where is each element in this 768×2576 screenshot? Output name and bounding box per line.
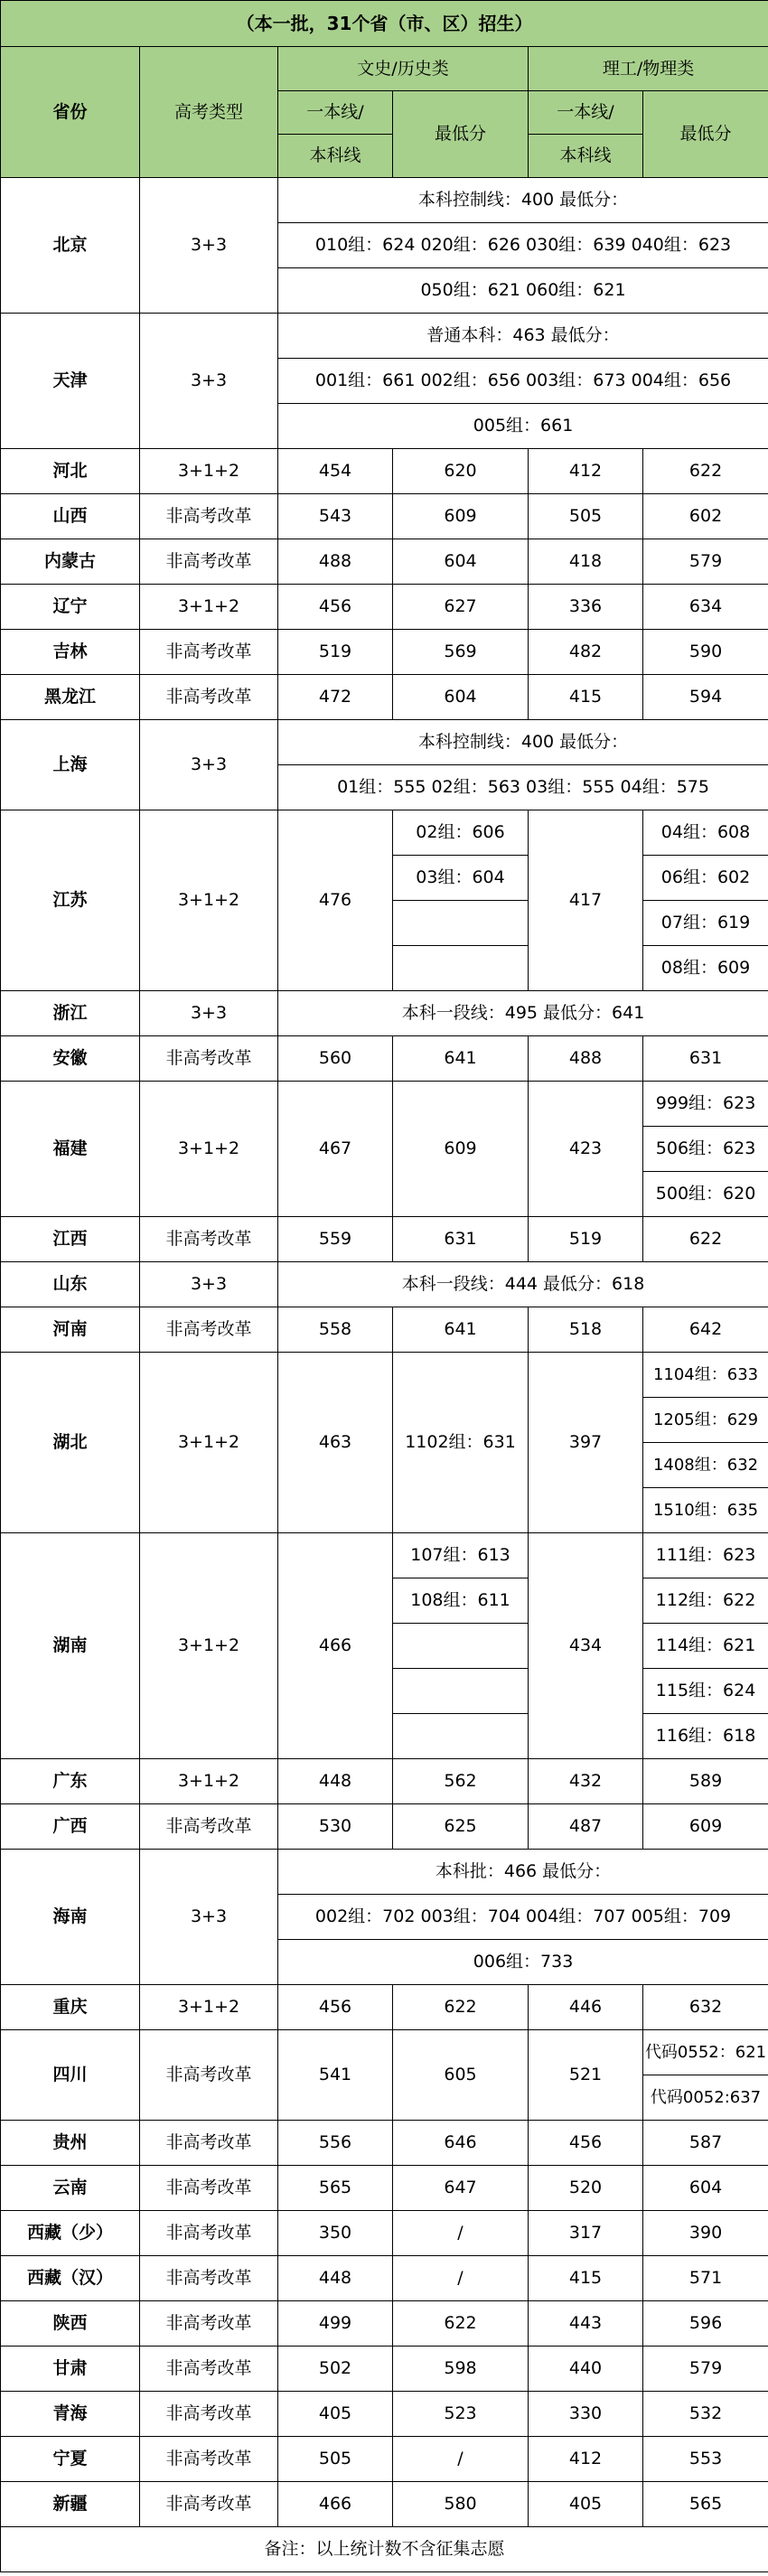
arts-group-empty: [393, 901, 529, 946]
arts-line: 519: [278, 630, 393, 675]
arts-line: 466: [278, 2482, 393, 2527]
province-name: 新疆: [1, 2482, 140, 2527]
exam-type: 3+1+2: [140, 1985, 278, 2030]
merged-group-scores: 010组：624 020组：626 030组：639 040组：623: [278, 223, 768, 268]
exam-type: 3+1+2: [140, 1759, 278, 1804]
exam-type: 非高考改革: [140, 675, 278, 720]
exam-type: 3+1+2: [140, 585, 278, 630]
arts-line: 556: [278, 2121, 393, 2166]
header-arts-line-top: 一本线/: [278, 91, 393, 135]
merged-group-scores: 001组：661 002组：656 003组：673 004组：656: [278, 359, 768, 404]
science-group-min: 500组：620: [643, 1172, 768, 1217]
arts-group-empty: [393, 946, 529, 991]
header-science-min: 最低分: [643, 91, 768, 178]
province-name: 广东: [1, 1759, 140, 1804]
province-name: 贵州: [1, 2121, 140, 2166]
science-min: 596: [643, 2301, 768, 2347]
province-name: 陕西: [1, 2301, 140, 2347]
province-name: 湖南: [1, 1533, 140, 1759]
science-group-min: 111组：623: [643, 1533, 768, 1578]
province-name: 山东: [1, 1262, 140, 1307]
arts-min: 604: [393, 675, 529, 720]
science-min: 609: [643, 1804, 768, 1850]
science-line: 397: [529, 1353, 643, 1533]
exam-type: 3+3: [140, 314, 278, 449]
exam-type: 非高考改革: [140, 2211, 278, 2256]
exam-type: 非高考改革: [140, 2121, 278, 2166]
exam-type: 非高考改革: [140, 1804, 278, 1850]
exam-type: 非高考改革: [140, 1307, 278, 1353]
province-name: 辽宁: [1, 585, 140, 630]
arts-group-min: 108组：611: [393, 1578, 529, 1624]
arts-min: 622: [393, 1985, 529, 2030]
science-min: 590: [643, 630, 768, 675]
arts-min: 604: [393, 539, 529, 585]
science-group-min: 07组：619: [643, 901, 768, 946]
arts-min: /: [393, 2211, 529, 2256]
exam-type: 非高考改革: [140, 539, 278, 585]
arts-line: 448: [278, 1759, 393, 1804]
arts-min: 609: [393, 1082, 529, 1217]
exam-type: 3+3: [140, 991, 278, 1036]
science-line: 405: [529, 2482, 643, 2527]
arts-min: 622: [393, 2301, 529, 2347]
province-name: 北京: [1, 178, 140, 314]
science-line: 434: [529, 1533, 643, 1759]
header-science-line-bottom: 本科线: [529, 135, 643, 178]
province-name: 四川: [1, 2030, 140, 2121]
arts-min: 562: [393, 1759, 529, 1804]
exam-type: 非高考改革: [140, 2347, 278, 2392]
arts-min: 646: [393, 2121, 529, 2166]
province-name: 西藏（少）: [1, 2211, 140, 2256]
arts-group-min: 02组：606: [393, 810, 529, 856]
science-group-min: 08组：609: [643, 946, 768, 991]
exam-type: 非高考改革: [140, 630, 278, 675]
exam-type: 非高考改革: [140, 1036, 278, 1082]
province-name: 黑龙江: [1, 675, 140, 720]
arts-min: 1102组：631: [393, 1353, 529, 1533]
province-name: 河北: [1, 449, 140, 494]
science-line: 521: [529, 2030, 643, 2121]
province-name: 宁夏: [1, 2437, 140, 2482]
merged-line-text: 本科一段线：444 最低分：618: [278, 1262, 768, 1307]
science-line: 443: [529, 2301, 643, 2347]
exam-type: 非高考改革: [140, 2301, 278, 2347]
arts-line: 476: [278, 810, 393, 991]
arts-min: 605: [393, 2030, 529, 2121]
merged-group-scores: 050组：621 060组：621: [278, 268, 768, 314]
exam-type: 非高考改革: [140, 2030, 278, 2121]
science-line: 423: [529, 1082, 643, 1217]
merged-line-text: 本科控制线：400 最低分：: [278, 178, 768, 223]
arts-min: 647: [393, 2166, 529, 2211]
header-arts-min: 最低分: [393, 91, 529, 178]
science-min: 565: [643, 2482, 768, 2527]
exam-type: 非高考改革: [140, 2437, 278, 2482]
science-min: 622: [643, 449, 768, 494]
arts-line: 558: [278, 1307, 393, 1353]
arts-line: 448: [278, 2256, 393, 2301]
science-line: 412: [529, 449, 643, 494]
province-name: 江苏: [1, 810, 140, 991]
science-min: 532: [643, 2392, 768, 2437]
province-name: 浙江: [1, 991, 140, 1036]
merged-line-text: 本科一段线：495 最低分：641: [278, 991, 768, 1036]
arts-min: 641: [393, 1036, 529, 1082]
arts-group-empty: [393, 1624, 529, 1669]
science-min: 631: [643, 1036, 768, 1082]
exam-type: 3+1+2: [140, 1353, 278, 1533]
province-name: 天津: [1, 314, 140, 449]
science-min: 579: [643, 539, 768, 585]
science-min: 642: [643, 1307, 768, 1353]
arts-line: 530: [278, 1804, 393, 1850]
table-title: （本一批，31个省（市、区）招生）: [1, 1, 768, 47]
arts-line: 505: [278, 2437, 393, 2482]
province-name: 云南: [1, 2166, 140, 2211]
exam-type: 3+3: [140, 1850, 278, 1985]
exam-type: 3+3: [140, 1262, 278, 1307]
science-min: 587: [643, 2121, 768, 2166]
science-line: 412: [529, 2437, 643, 2482]
province-name: 青海: [1, 2392, 140, 2437]
arts-line: 559: [278, 1217, 393, 1262]
province-name: 西藏（汉）: [1, 2256, 140, 2301]
arts-min: 627: [393, 585, 529, 630]
arts-line: 350: [278, 2211, 393, 2256]
science-group-min: 06组：602: [643, 856, 768, 901]
arts-group-empty: [393, 1714, 529, 1759]
arts-line: 543: [278, 494, 393, 539]
arts-min: 580: [393, 2482, 529, 2527]
exam-type: 3+1+2: [140, 449, 278, 494]
science-code-min: 代码0052:637: [643, 2075, 768, 2121]
header-province: 省份: [1, 47, 140, 178]
science-line: 505: [529, 494, 643, 539]
exam-type: 3+3: [140, 178, 278, 314]
arts-line: 454: [278, 449, 393, 494]
science-min: 571: [643, 2256, 768, 2301]
science-line: 488: [529, 1036, 643, 1082]
exam-type: 非高考改革: [140, 494, 278, 539]
science-line: 415: [529, 2256, 643, 2301]
province-name: 江西: [1, 1217, 140, 1262]
arts-group-min: 03组：604: [393, 856, 529, 901]
science-line: 336: [529, 585, 643, 630]
header-arts: 文史/历史类: [278, 47, 529, 91]
arts-min: 625: [393, 1804, 529, 1850]
arts-min: 523: [393, 2392, 529, 2437]
science-group-min: 116组：618: [643, 1714, 768, 1759]
arts-line: 463: [278, 1353, 393, 1533]
science-group-min: 506组：623: [643, 1127, 768, 1172]
province-name: 山西: [1, 494, 140, 539]
science-group-min: 112组：622: [643, 1578, 768, 1624]
science-min: 579: [643, 2347, 768, 2392]
merged-group-scores: 006组：733: [278, 1940, 768, 1985]
science-min: 634: [643, 585, 768, 630]
arts-min: 569: [393, 630, 529, 675]
science-group-min: 999组：623: [643, 1082, 768, 1127]
exam-type: 非高考改革: [140, 1217, 278, 1262]
province-name: 福建: [1, 1082, 140, 1217]
merged-line-text: 普通本科：463 最低分：: [278, 314, 768, 359]
science-group-min: 04组：608: [643, 810, 768, 856]
arts-line: 541: [278, 2030, 393, 2121]
province-name: 甘肃: [1, 2347, 140, 2392]
science-line: 446: [529, 1985, 643, 2030]
arts-line: 488: [278, 539, 393, 585]
province-name: 吉林: [1, 630, 140, 675]
science-min: 589: [643, 1759, 768, 1804]
header-science: 理工/物理类: [529, 47, 768, 91]
science-min: 622: [643, 1217, 768, 1262]
science-group-min: 1205组：629: [643, 1398, 768, 1443]
science-min: 594: [643, 675, 768, 720]
science-group-min: 1408组：632: [643, 1443, 768, 1488]
exam-type: 3+1+2: [140, 810, 278, 991]
header-science-line-top: 一本线/: [529, 91, 643, 135]
arts-line: 456: [278, 585, 393, 630]
merged-line-text: 本科控制线：400 最低分：: [278, 720, 768, 765]
science-group-min: 1104组：633: [643, 1353, 768, 1398]
arts-line: 565: [278, 2166, 393, 2211]
exam-type: 非高考改革: [140, 2392, 278, 2437]
science-line: 487: [529, 1804, 643, 1850]
arts-line: 467: [278, 1082, 393, 1217]
science-group-min: 115组：624: [643, 1669, 768, 1714]
merged-line-text: 本科批：466 最低分：: [278, 1850, 768, 1895]
exam-type: 3+3: [140, 720, 278, 810]
science-line: 440: [529, 2347, 643, 2392]
science-code-min: 代码0552：621: [643, 2030, 768, 2075]
science-line: 456: [529, 2121, 643, 2166]
province-name: 安徽: [1, 1036, 140, 1082]
science-line: 519: [529, 1217, 643, 1262]
science-line: 518: [529, 1307, 643, 1353]
science-group-min: 1510组：635: [643, 1488, 768, 1533]
province-name: 重庆: [1, 1985, 140, 2030]
merged-group-scores: 005组：661: [278, 404, 768, 449]
arts-group-empty: [393, 1669, 529, 1714]
science-line: 520: [529, 2166, 643, 2211]
merged-group-scores: 002组：702 003组：704 004组：707 005组：709: [278, 1895, 768, 1940]
science-min: 632: [643, 1985, 768, 2030]
province-name: 上海: [1, 720, 140, 810]
science-min: 604: [643, 2166, 768, 2211]
science-min: 390: [643, 2211, 768, 2256]
arts-group-min: 107组：613: [393, 1533, 529, 1578]
arts-min: /: [393, 2437, 529, 2482]
science-line: 432: [529, 1759, 643, 1804]
arts-line: 466: [278, 1533, 393, 1759]
exam-type: 非高考改革: [140, 2482, 278, 2527]
arts-line: 560: [278, 1036, 393, 1082]
exam-type: 非高考改革: [140, 2166, 278, 2211]
header-exam-type: 高考类型: [140, 47, 278, 178]
province-name: 海南: [1, 1850, 140, 1985]
province-name: 湖北: [1, 1353, 140, 1533]
arts-min: /: [393, 2256, 529, 2301]
arts-min: 609: [393, 494, 529, 539]
exam-type: 非高考改革: [140, 2256, 278, 2301]
province-name: 广西: [1, 1804, 140, 1850]
science-line: 418: [529, 539, 643, 585]
science-min: 602: [643, 494, 768, 539]
arts-min: 631: [393, 1217, 529, 1262]
science-line: 417: [529, 810, 643, 991]
arts-min: 620: [393, 449, 529, 494]
arts-line: 472: [278, 675, 393, 720]
merged-group-scores: 01组：555 02组：563 03组：555 04组：575: [278, 765, 768, 810]
province-name: 河南: [1, 1307, 140, 1353]
province-name: 内蒙古: [1, 539, 140, 585]
science-line: 415: [529, 675, 643, 720]
arts-line: 456: [278, 1985, 393, 2030]
science-line: 482: [529, 630, 643, 675]
exam-type: 3+1+2: [140, 1533, 278, 1759]
science-line: 330: [529, 2392, 643, 2437]
header-arts-line-bottom: 本科线: [278, 135, 393, 178]
arts-min: 598: [393, 2347, 529, 2392]
arts-min: 641: [393, 1307, 529, 1353]
science-min: 553: [643, 2437, 768, 2482]
science-line: 317: [529, 2211, 643, 2256]
science-group-min: 114组：621: [643, 1624, 768, 1669]
arts-line: 499: [278, 2301, 393, 2347]
table-footnote: 备注：以上统计数不含征集志愿: [1, 2527, 768, 2572]
exam-type: 3+1+2: [140, 1082, 278, 1217]
arts-line: 405: [278, 2392, 393, 2437]
arts-line: 502: [278, 2347, 393, 2392]
